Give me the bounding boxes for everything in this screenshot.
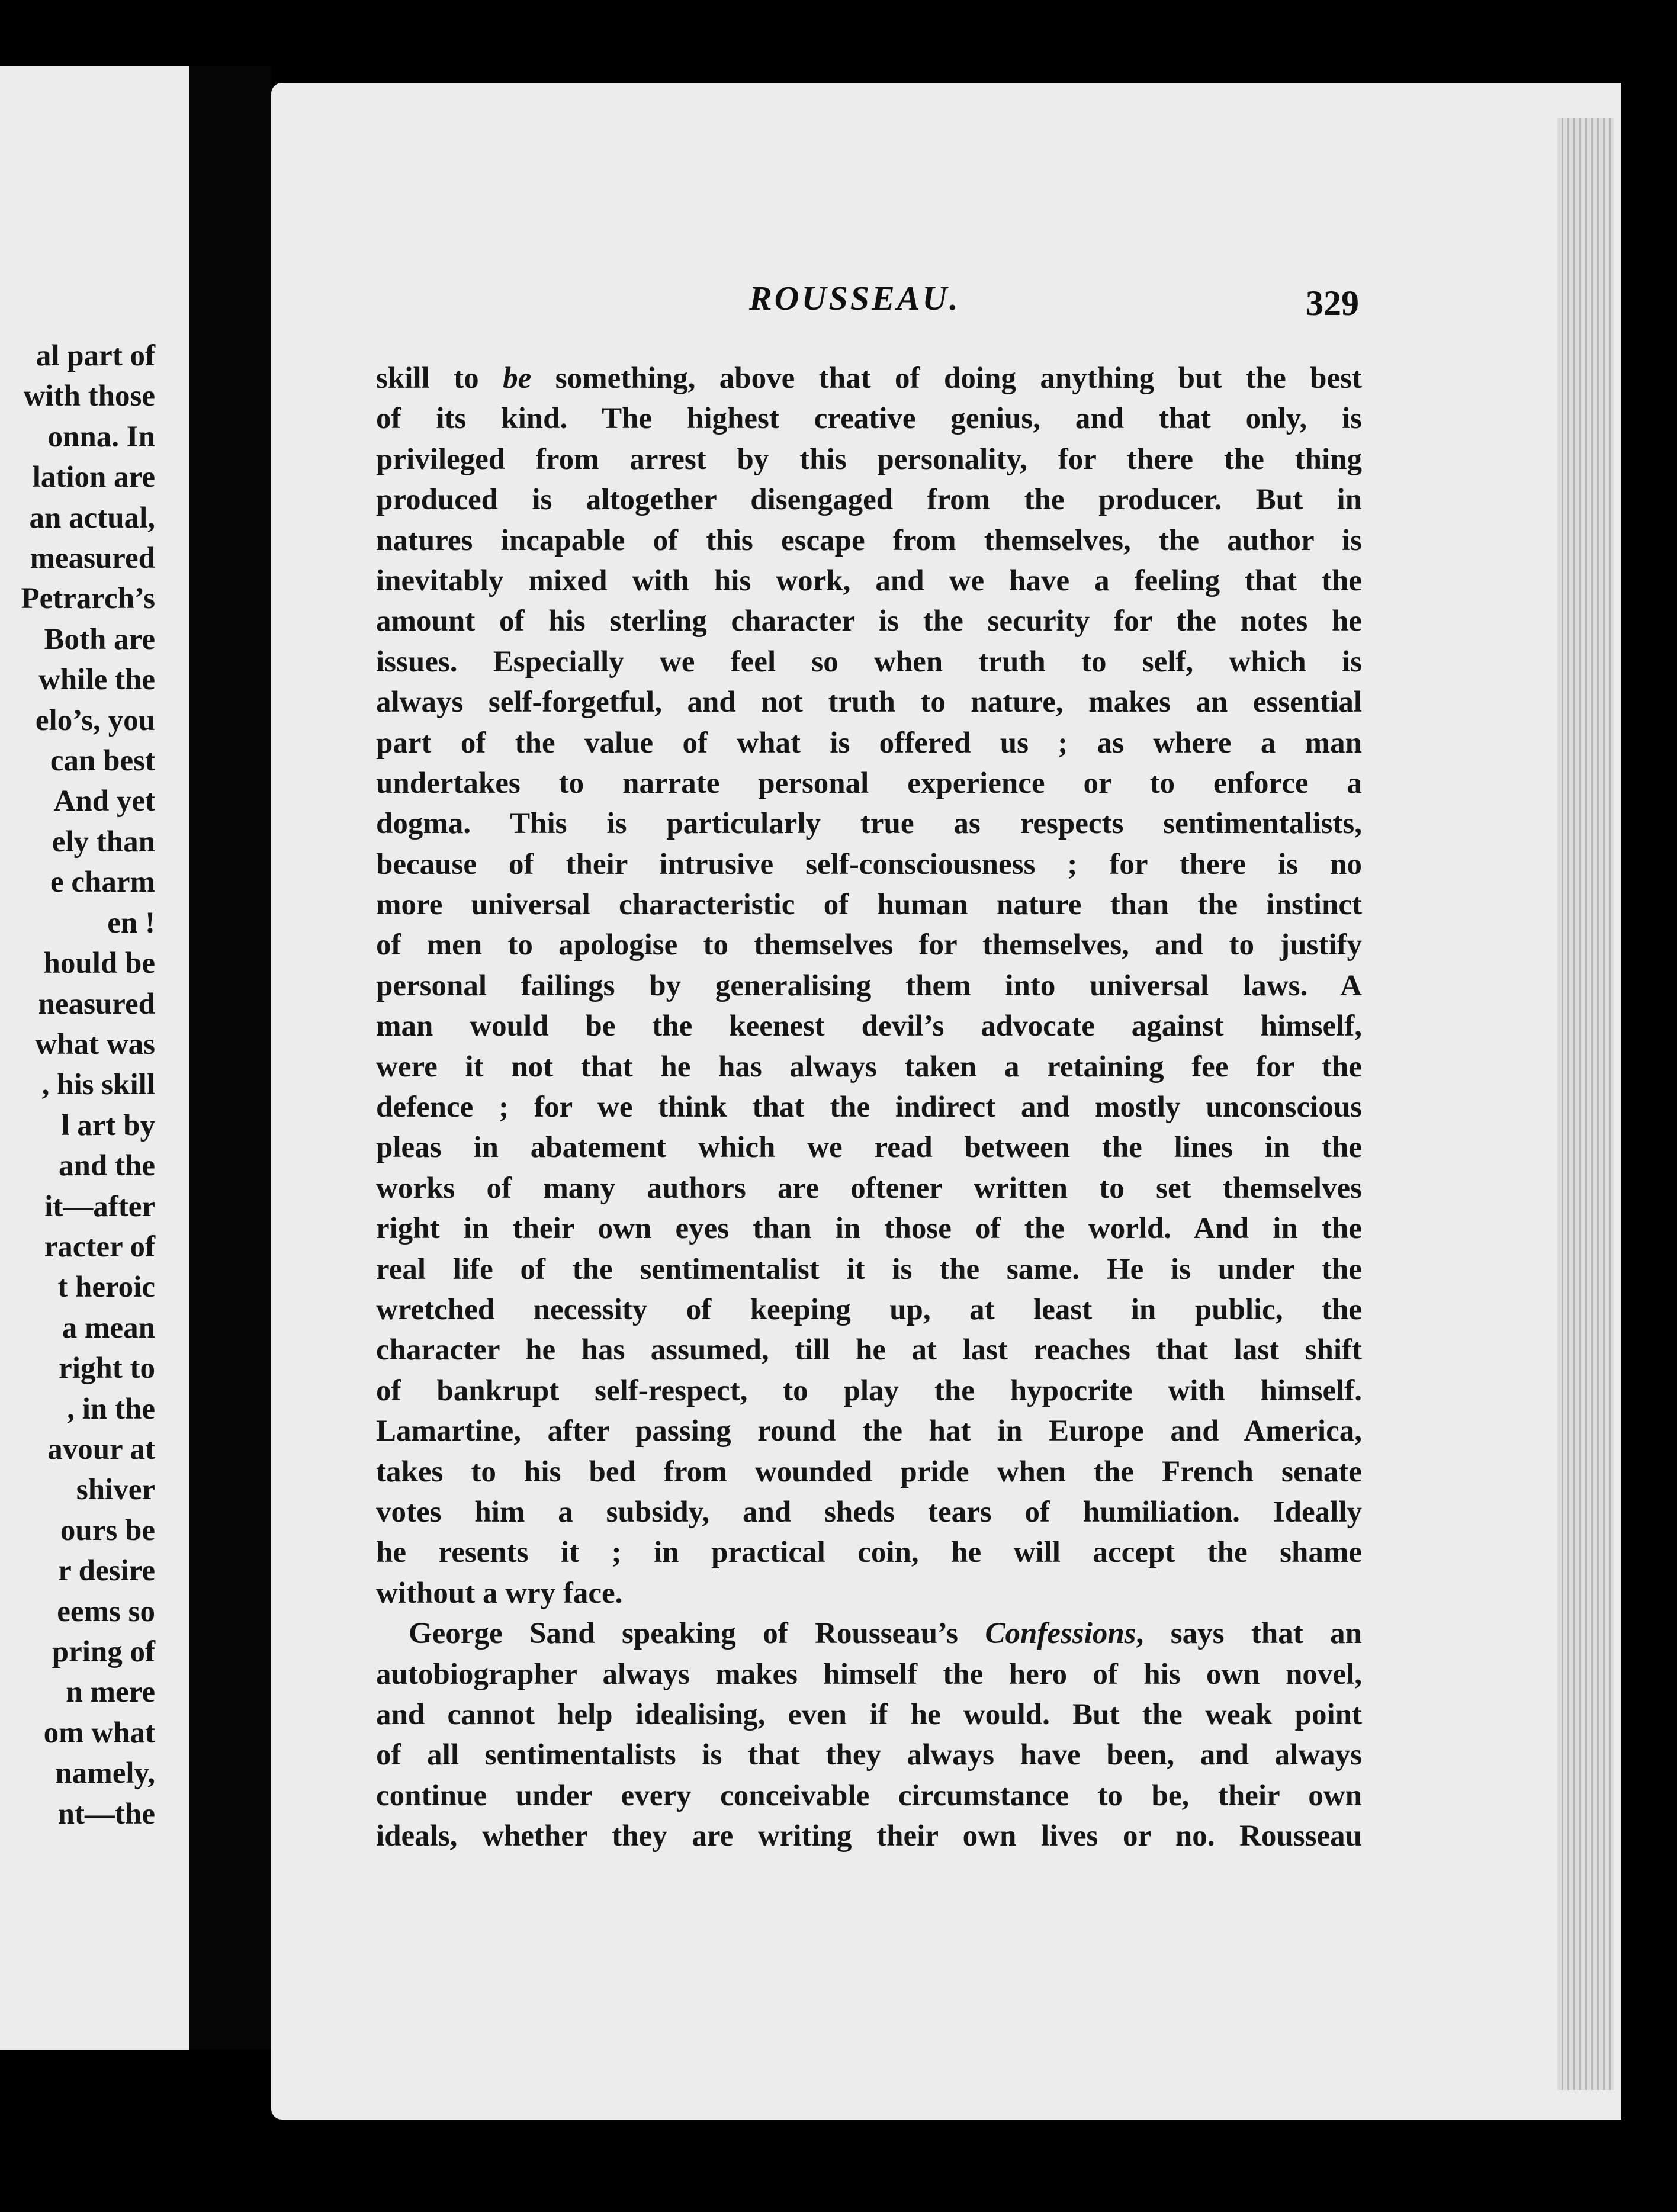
facing-page-line: a mean <box>62 1311 155 1345</box>
facing-page-line: al part of <box>36 339 155 372</box>
text-line: because of their intrusive self-consciousness ; for there is no <box>376 847 1362 881</box>
text-line <box>376 1613 1362 1654</box>
facing-page-line: , his skill <box>41 1068 155 1102</box>
text-line: right in their own eyes than in those of the world. And in the <box>376 1212 1362 1246</box>
text-line: pleas in abatement which we read between the lines in the <box>376 1131 1362 1165</box>
facing-page-line: eems so <box>57 1594 155 1628</box>
text-line: of all sentimentalists is that they always have been, and always <box>376 1738 1362 1772</box>
text-line: natures incapable of this escape from themselves, the author is <box>376 523 1362 557</box>
text-line: continue under every conceivable circumstance to be, their own <box>376 1779 1362 1812</box>
facing-page-line: an actual, <box>29 501 155 535</box>
text-span: , says that an <box>1136 1617 1362 1651</box>
text-line: privileged from arrest by this personality, for there the thing <box>376 442 1362 476</box>
facing-page-line: , in the <box>67 1392 155 1426</box>
facing-page-line: neasured <box>38 987 155 1021</box>
text-span: George Sand speaking of Rousseau’s <box>409 1617 985 1651</box>
facing-page-line: And yet <box>53 785 155 818</box>
text-line: inevitably mixed with his work, and we have a feeling that the <box>376 564 1362 597</box>
facing-page-line: pring of <box>52 1635 155 1668</box>
text-line: of its kind. The highest creative genius, and that only, is <box>376 402 1362 436</box>
facing-page-line: measured <box>30 542 155 575</box>
facing-page-line: what was <box>35 1027 155 1061</box>
text-line: amount of his sterling character is the security for the notes he <box>376 605 1362 638</box>
facing-page-line: Both are <box>44 622 155 656</box>
text-line: ideals, whether they are writing their own lives or no. Rousseau <box>376 1819 1362 1853</box>
text-line: issues. Especially we feel so when truth to self, which is <box>376 645 1362 679</box>
text-line: votes him a subsidy, and sheds tears of humiliation. Ideally <box>376 1495 1362 1529</box>
text-line: of bankrupt self-respect, to play the hypocrite with himself. <box>376 1374 1362 1407</box>
text-line: autobiographer always makes himself the hero of his own novel, <box>376 1657 1362 1691</box>
facing-page-line: ours be <box>60 1513 155 1547</box>
facing-page-line: om what <box>43 1716 155 1750</box>
facing-page-line: lation are <box>32 461 155 494</box>
text-line <box>376 358 1362 398</box>
text-line: defence ; for we think that the indirect and mostly unconscious <box>376 1091 1362 1124</box>
italic-text: be <box>503 362 532 395</box>
facing-page-line: shiver <box>76 1473 155 1507</box>
facing-page-line: and the <box>59 1149 155 1183</box>
text-line: wretched necessity of keeping up, at least in public, the <box>376 1293 1362 1326</box>
facing-page-line: onna. In <box>47 420 155 454</box>
facing-page-line: elo’s, you <box>35 703 155 737</box>
text-span: something, above that of doing anything but the best <box>531 362 1363 395</box>
facing-page-line: t heroic <box>57 1271 155 1304</box>
text-line: without a wry face. <box>376 1576 623 1610</box>
facing-page <box>0 66 189 2050</box>
text-line: and cannot help idealising, even if he would. But the weak point <box>376 1697 1362 1731</box>
facing-page-line: racter of <box>44 1230 155 1263</box>
italic-text: Confessions <box>985 1617 1136 1651</box>
text-line: works of many authors are oftener written to set themselves <box>376 1171 1362 1205</box>
facing-page-line: can best <box>50 744 155 778</box>
page-number: 329 <box>1306 284 1359 323</box>
facing-page-line: namely, <box>55 1757 155 1790</box>
text-line: always self-forgetful, and not truth to nature, makes an essential <box>376 686 1362 719</box>
facing-page-line: it—after <box>44 1189 155 1223</box>
book-gutter <box>189 66 271 2050</box>
text-span: skill to <box>376 362 503 395</box>
text-line: personal failings by generalising them into universal laws. A <box>376 969 1362 1002</box>
text-line: he resents it ; in practical coin, he will accept the shame <box>376 1536 1362 1570</box>
text-line: more universal characteristic of human nature than the instinct <box>376 888 1362 922</box>
facing-page-line: n mere <box>66 1676 155 1709</box>
body-text <box>376 358 1362 1856</box>
text-line: undertakes to narrate personal experience or to enforce a <box>376 766 1362 800</box>
facing-page-line: e charm <box>50 866 155 899</box>
facing-page-line: right to <box>59 1352 155 1385</box>
running-head: ROUSSEAU. <box>749 279 960 317</box>
text-line: Lamartine, after passing round the hat in Europe and America, <box>376 1414 1362 1448</box>
text-line: produced is altogether disengaged from the producer. But in <box>376 483 1362 517</box>
text-line: of men to apologise to themselves for themselves, and to justify <box>376 928 1362 962</box>
facing-page-line: with those <box>23 380 155 413</box>
text-line: part of the value of what is offered us ; as where a man <box>376 726 1362 760</box>
facing-page-line: l art by <box>61 1108 155 1142</box>
facing-page-text <box>0 336 155 1834</box>
text-line: dogma. This is particularly true as respects sentimentalists, <box>376 807 1362 841</box>
facing-page-line: en ! <box>107 906 155 940</box>
page-edges <box>1557 118 1614 2090</box>
facing-page-line: ely than <box>52 825 155 859</box>
text-line: man would be the keenest devil’s advocate against himself, <box>376 1009 1362 1043</box>
facing-page-line: avour at <box>47 1432 155 1466</box>
facing-page-line: while the <box>38 663 155 697</box>
text-line: character he has assumed, till he at last reaches that last shift <box>376 1333 1362 1367</box>
text-line: were it not that he has always taken a retaining fee for the <box>376 1050 1362 1084</box>
text-line: real life of the sentimentalist it is the same. He is under the <box>376 1252 1362 1286</box>
facing-page-line: Petrarch’s <box>21 582 155 616</box>
facing-page-line: nt—the <box>57 1797 155 1831</box>
text-line: takes to his bed from wounded pride when the French senate <box>376 1455 1362 1488</box>
facing-page-line: hould be <box>43 947 155 980</box>
facing-page-line: r desire <box>58 1554 155 1588</box>
